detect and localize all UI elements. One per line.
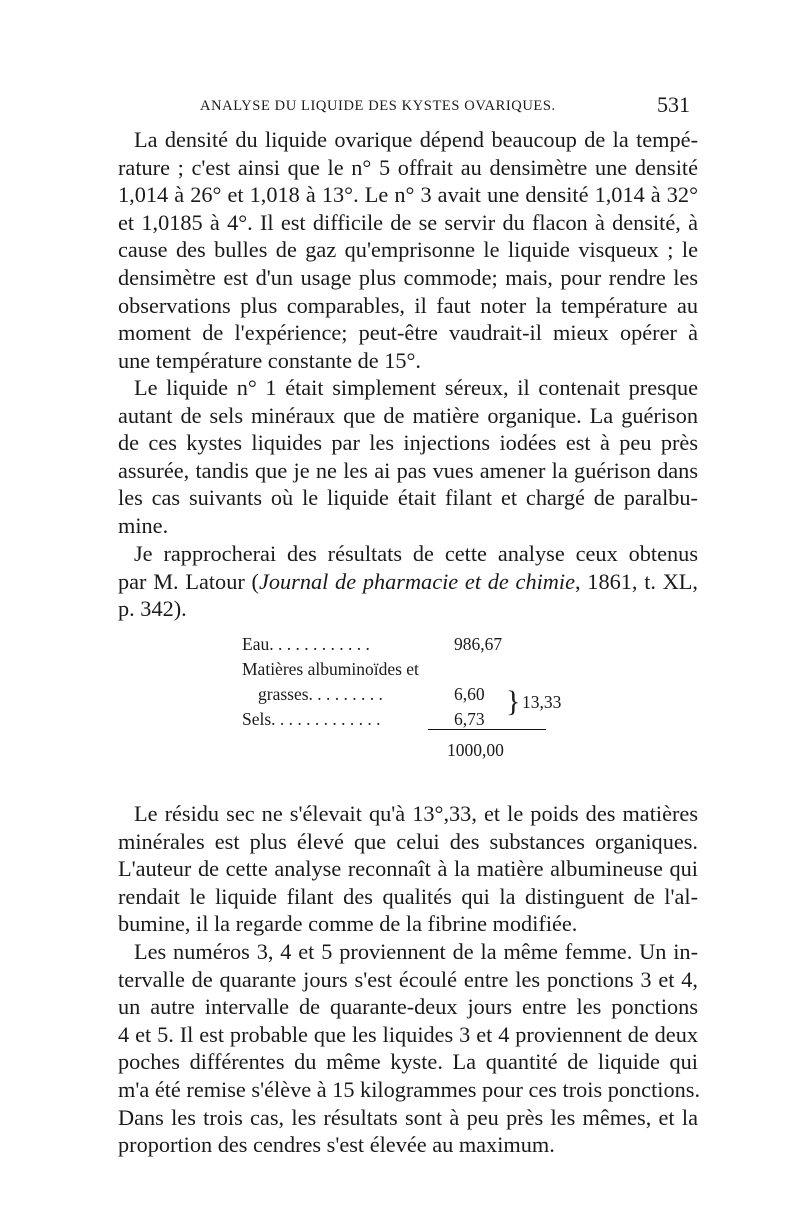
text-line: Les numéros 3, 4 et 5 proviennent de la même femme. Un in-: [134, 939, 698, 964]
row-label: Eau. . . . . . . . . . . .: [242, 634, 370, 654]
text-line: moment de l'expérience; peut-être vaudrait-il mieux opérer à: [118, 320, 698, 346]
paragraph-liquid-1: [118, 374, 698, 540]
text-line: Le résidu sec ne s'élevait qu'à 13°,33, et le poids des matières: [134, 801, 698, 826]
text-line: proportion des cendres s'est élevée au maximum.: [118, 1132, 555, 1158]
text-line: La densité du liquide ovarique dépend beaucoup de la tempé-: [134, 127, 698, 152]
text-line: tervalle de quarante jours s'est écoulé entre les ponctions 3 et 4,: [118, 966, 698, 992]
text-line: autant de sels minéraux que de matière organique. La guérison: [118, 402, 698, 428]
brace-symbol: }: [506, 685, 521, 718]
table-row: [242, 632, 542, 657]
text-line: de ces kystes liquides par les injections iodées est à peu près: [118, 430, 698, 456]
analysis-table: [242, 632, 562, 760]
text-line: un autre intervalle de quarante-deux jours entre les ponctions: [118, 994, 698, 1020]
citation-details: , 1861, t. XL,: [574, 568, 699, 594]
text-line: et 1,0185 à 4°. Il est difficile de se servir du flacon à densité, à: [118, 209, 698, 235]
running-header: [178, 92, 690, 118]
total-value: 1000,00: [447, 740, 504, 760]
row-value: 6,60: [454, 684, 485, 704]
paragraph-density: [118, 126, 698, 374]
text-fragment: par M. Latour (: [118, 568, 259, 594]
text-line: rendait le liquide filant des qualités qui la distinguent de l'al-: [118, 883, 698, 909]
citation-line: [118, 568, 698, 596]
text-line: 1,014 à 26° et 1,018 à 13°. Le n° 3 avait une densité 1,014 à 32°: [118, 182, 698, 208]
text-line: bumine, il la regarde comme de la fibrine modifiée.: [118, 911, 578, 937]
paragraph-numbers: [118, 938, 701, 1159]
text-line: m'a été remise s'élève à 15 kilogrammes pour ces trois ponctions.: [118, 1076, 701, 1102]
paragraph-latour: [118, 540, 698, 623]
paragraph-residue: [118, 800, 698, 938]
text-line: L'auteur de cette analyse reconnaît à la matière albumineuse qui: [118, 856, 698, 882]
running-title: ANALYSE DU LIQUIDE DES KYSTES OVARIQUES.: [200, 98, 556, 114]
sum-rule: [428, 729, 546, 730]
row-label: grasses. . . . . . . . .: [258, 684, 383, 704]
subtotal-value: 13,33: [522, 692, 562, 712]
text-line: assurée, tandis que je ne les ai pas vues amener la guérison dans: [118, 457, 698, 483]
table-row: [242, 682, 542, 707]
text-line: une température constante de 15°.: [118, 347, 421, 373]
text-line: 4 et 5. Il est probable que les liquides 3 et 4 proviennent de deux: [118, 1021, 698, 1047]
text-line: mine.: [118, 512, 169, 538]
row-value: 986,67: [454, 634, 503, 654]
text-line: minérales est plus élevé que celui des substances organiques.: [118, 828, 698, 854]
text-line: Dans les trois cas, les résultats sont à peu près les mêmes, et la: [118, 1104, 698, 1130]
row-value: 6,73: [454, 709, 485, 729]
text-line: observations plus comparables, il faut noter la température au: [118, 292, 698, 318]
text-line: p. 342).: [118, 596, 187, 622]
journal-title: Journal de pharmacie et de chimie: [258, 568, 575, 594]
text-line: Je rapprocherai des résultats de cette analyse ceux obtenus: [134, 541, 698, 566]
page-number: 531: [657, 92, 690, 117]
row-label: Matières albuminoïdes et: [242, 659, 419, 679]
text-line: densimètre est d'un usage plus commode; mais, pour rendre les: [118, 264, 698, 290]
text-line: rature ; c'est ainsi que le n° 5 offrait au densimètre une densité: [118, 154, 698, 180]
text-line: les cas suivants où le liquide était filant et chargé de paralbu-: [118, 485, 698, 511]
text-line: poches différentes du même kyste. La quantité de liquide qui: [118, 1049, 698, 1075]
text-line: Le liquide n° 1 était simplement séreux, il contenait presque: [134, 375, 698, 400]
table-row: [242, 657, 542, 682]
row-label: Sels. . . . . . . . . . . . .: [242, 709, 381, 729]
text-line: cause des bulles de gaz qu'emprisonne le liquide visqueux ; le: [118, 237, 698, 263]
